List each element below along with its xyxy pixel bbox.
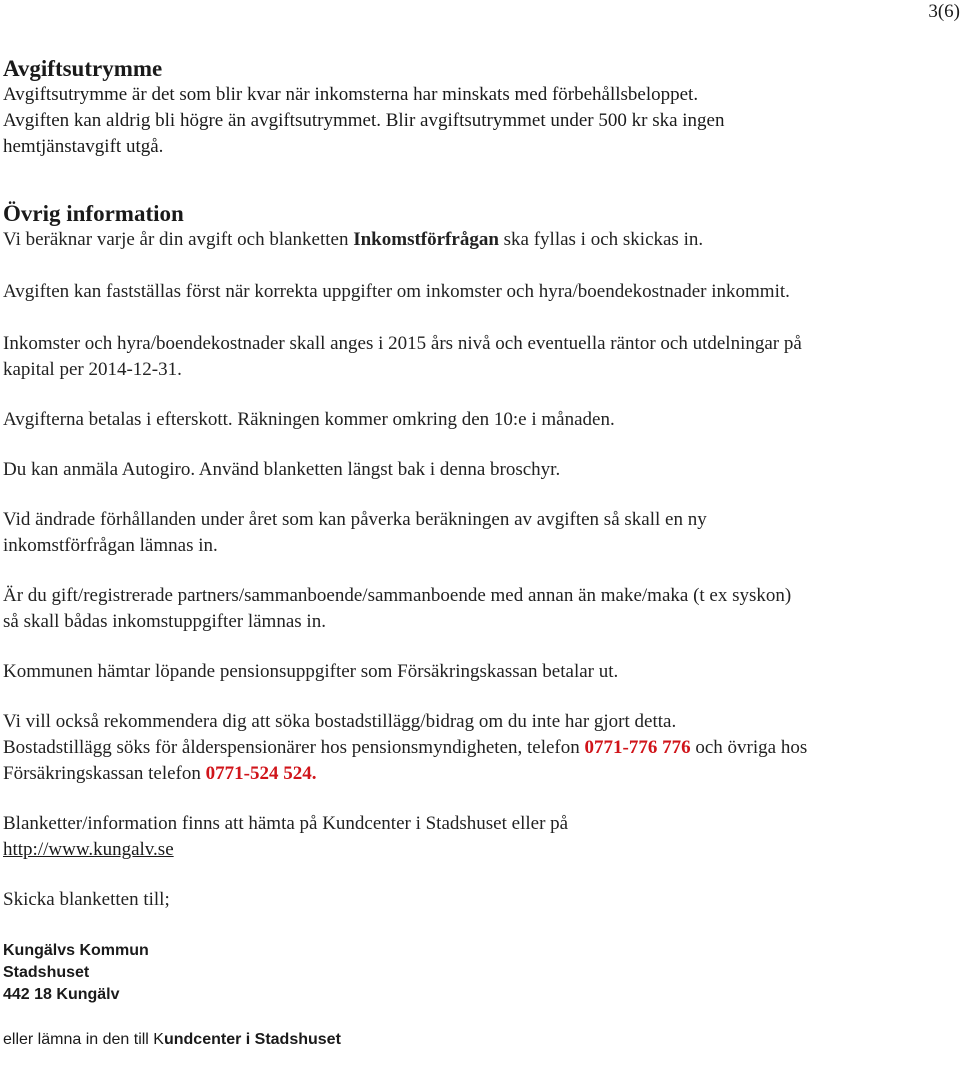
inkomstforfragan-form-name: Inkomstförfrågan <box>353 229 499 250</box>
paragraph-skicka: Skicka blanketten till; <box>3 889 170 910</box>
bostadstillagg-line-2-after: och övriga hos <box>690 737 808 758</box>
paragraph-bostadstillagg-line-2 <box>3 735 951 761</box>
paragraph-autogiro: Du kan anmäla Autogiro. Använd blanketten längst bak i denna broschyr. <box>3 459 561 480</box>
paragraph-blanketter-line-2 <box>3 837 951 863</box>
address-line-3: 442 18 Kungälv <box>3 986 120 1003</box>
footer-kundcenter-bold: undcenter i Stadshuset <box>163 1031 341 1048</box>
paragraph-andrade-forhallanden <box>3 507 951 559</box>
paragraph-blanketter <box>3 811 951 863</box>
avgiftsutrymme-line-2: Avgiften kan aldrig bli högre än avgiftsutrymmet. Blir avgiftsutrymmet under 500 kr ska ingen <box>3 110 725 131</box>
mailing-address <box>3 940 951 1006</box>
paragraph-andrade-line-1: Vid ändrade förhållanden under året som kan påverka beräkningen av avgiften så skall en ny <box>3 509 707 530</box>
paragraph-inkomster <box>3 331 951 383</box>
section-heading-avgiftsutrymme: Avgiftsutrymme <box>3 56 163 81</box>
paragraph-blanketter-line-1: Blanketter/information finns att hämta på Kundcenter i Stadshuset eller på <box>3 813 569 834</box>
kungalv-website-link[interactable]: http://www.kungalv.se <box>3 839 174 860</box>
section-avgiftsutrymme <box>3 56 951 160</box>
section-heading-ovrig-information: Övrig information <box>3 201 184 226</box>
forsakringskassan-phone: 0771-524 524. <box>205 763 317 784</box>
paragraph-gift-line-1: Är du gift/registrerade partners/sammanboende/sammanboende med annan än make/maka (t ex syskon) <box>3 585 792 606</box>
paragraph-efterskott: Avgifterna betalas i efterskott. Räkningen kommer omkring den 10:e i månaden. <box>3 409 615 430</box>
section-ovrig-information <box>3 201 951 253</box>
avgiftsutrymme-line-1: Avgiftsutrymme är det som blir kvar när inkomsterna har minskats med förbehållsbeloppet. <box>3 84 699 105</box>
ovrig-intro <box>3 227 951 253</box>
footer-before: eller lämna in den till K <box>3 1031 164 1048</box>
paragraph-pensionsuppgifter: Kommunen hämtar löpande pensionsuppgifter som Försäkringskassan betalar ut. <box>3 661 619 682</box>
paragraph-faststallas: Avgiften kan fastställas först när korrekta uppgifter om inkomster och hyra/boendekostnader inkommit. <box>3 281 790 302</box>
ovrig-intro-after: ska fyllas i och skickas in. <box>498 229 704 250</box>
paragraph-bostadstillagg-line-1: Vi vill också rekommendera dig att söka bostadstillägg/bidrag om du inte har gjort detta. <box>3 711 677 732</box>
ovrig-intro-before: Vi beräknar varje år din avgift och blanketten <box>3 229 354 250</box>
pensionsmyndigheten-phone: 0771-776 776 <box>584 737 691 758</box>
footer-kundcenter <box>3 1029 951 1051</box>
bostadstillagg-line-3-before: Försäkringskassan telefon <box>3 763 206 784</box>
paragraph-bostadstillagg-line-3 <box>3 761 951 787</box>
paragraph-gift-line-2: så skall bådas inkomstuppgifter lämnas in. <box>3 611 326 632</box>
avgiftsutrymme-line-3: hemtjänstavgift utgå. <box>3 136 164 157</box>
paragraph-inkomster-line-1: Inkomster och hyra/boendekostnader skall anges i 2015 års nivå och eventuella räntor och utdelningar på <box>3 333 802 354</box>
paragraph-gift-sammanboende <box>3 583 951 635</box>
document-body <box>3 56 951 1051</box>
paragraph-inkomster-line-2: kapital per 2014-12-31. <box>3 359 182 380</box>
bostadstillagg-line-2-before: Bostadstillägg söks för ålderspensionärer hos pensionsmyndigheten, telefon <box>3 737 585 758</box>
address-line-2: Stadshuset <box>3 964 90 981</box>
paragraph-bostadstillagg <box>3 709 951 787</box>
paragraph-andrade-line-2: inkomstförfrågan lämnas in. <box>3 535 218 556</box>
page-number: 3(6) <box>928 1 960 22</box>
address-line-1: Kungälvs Kommun <box>3 942 149 959</box>
